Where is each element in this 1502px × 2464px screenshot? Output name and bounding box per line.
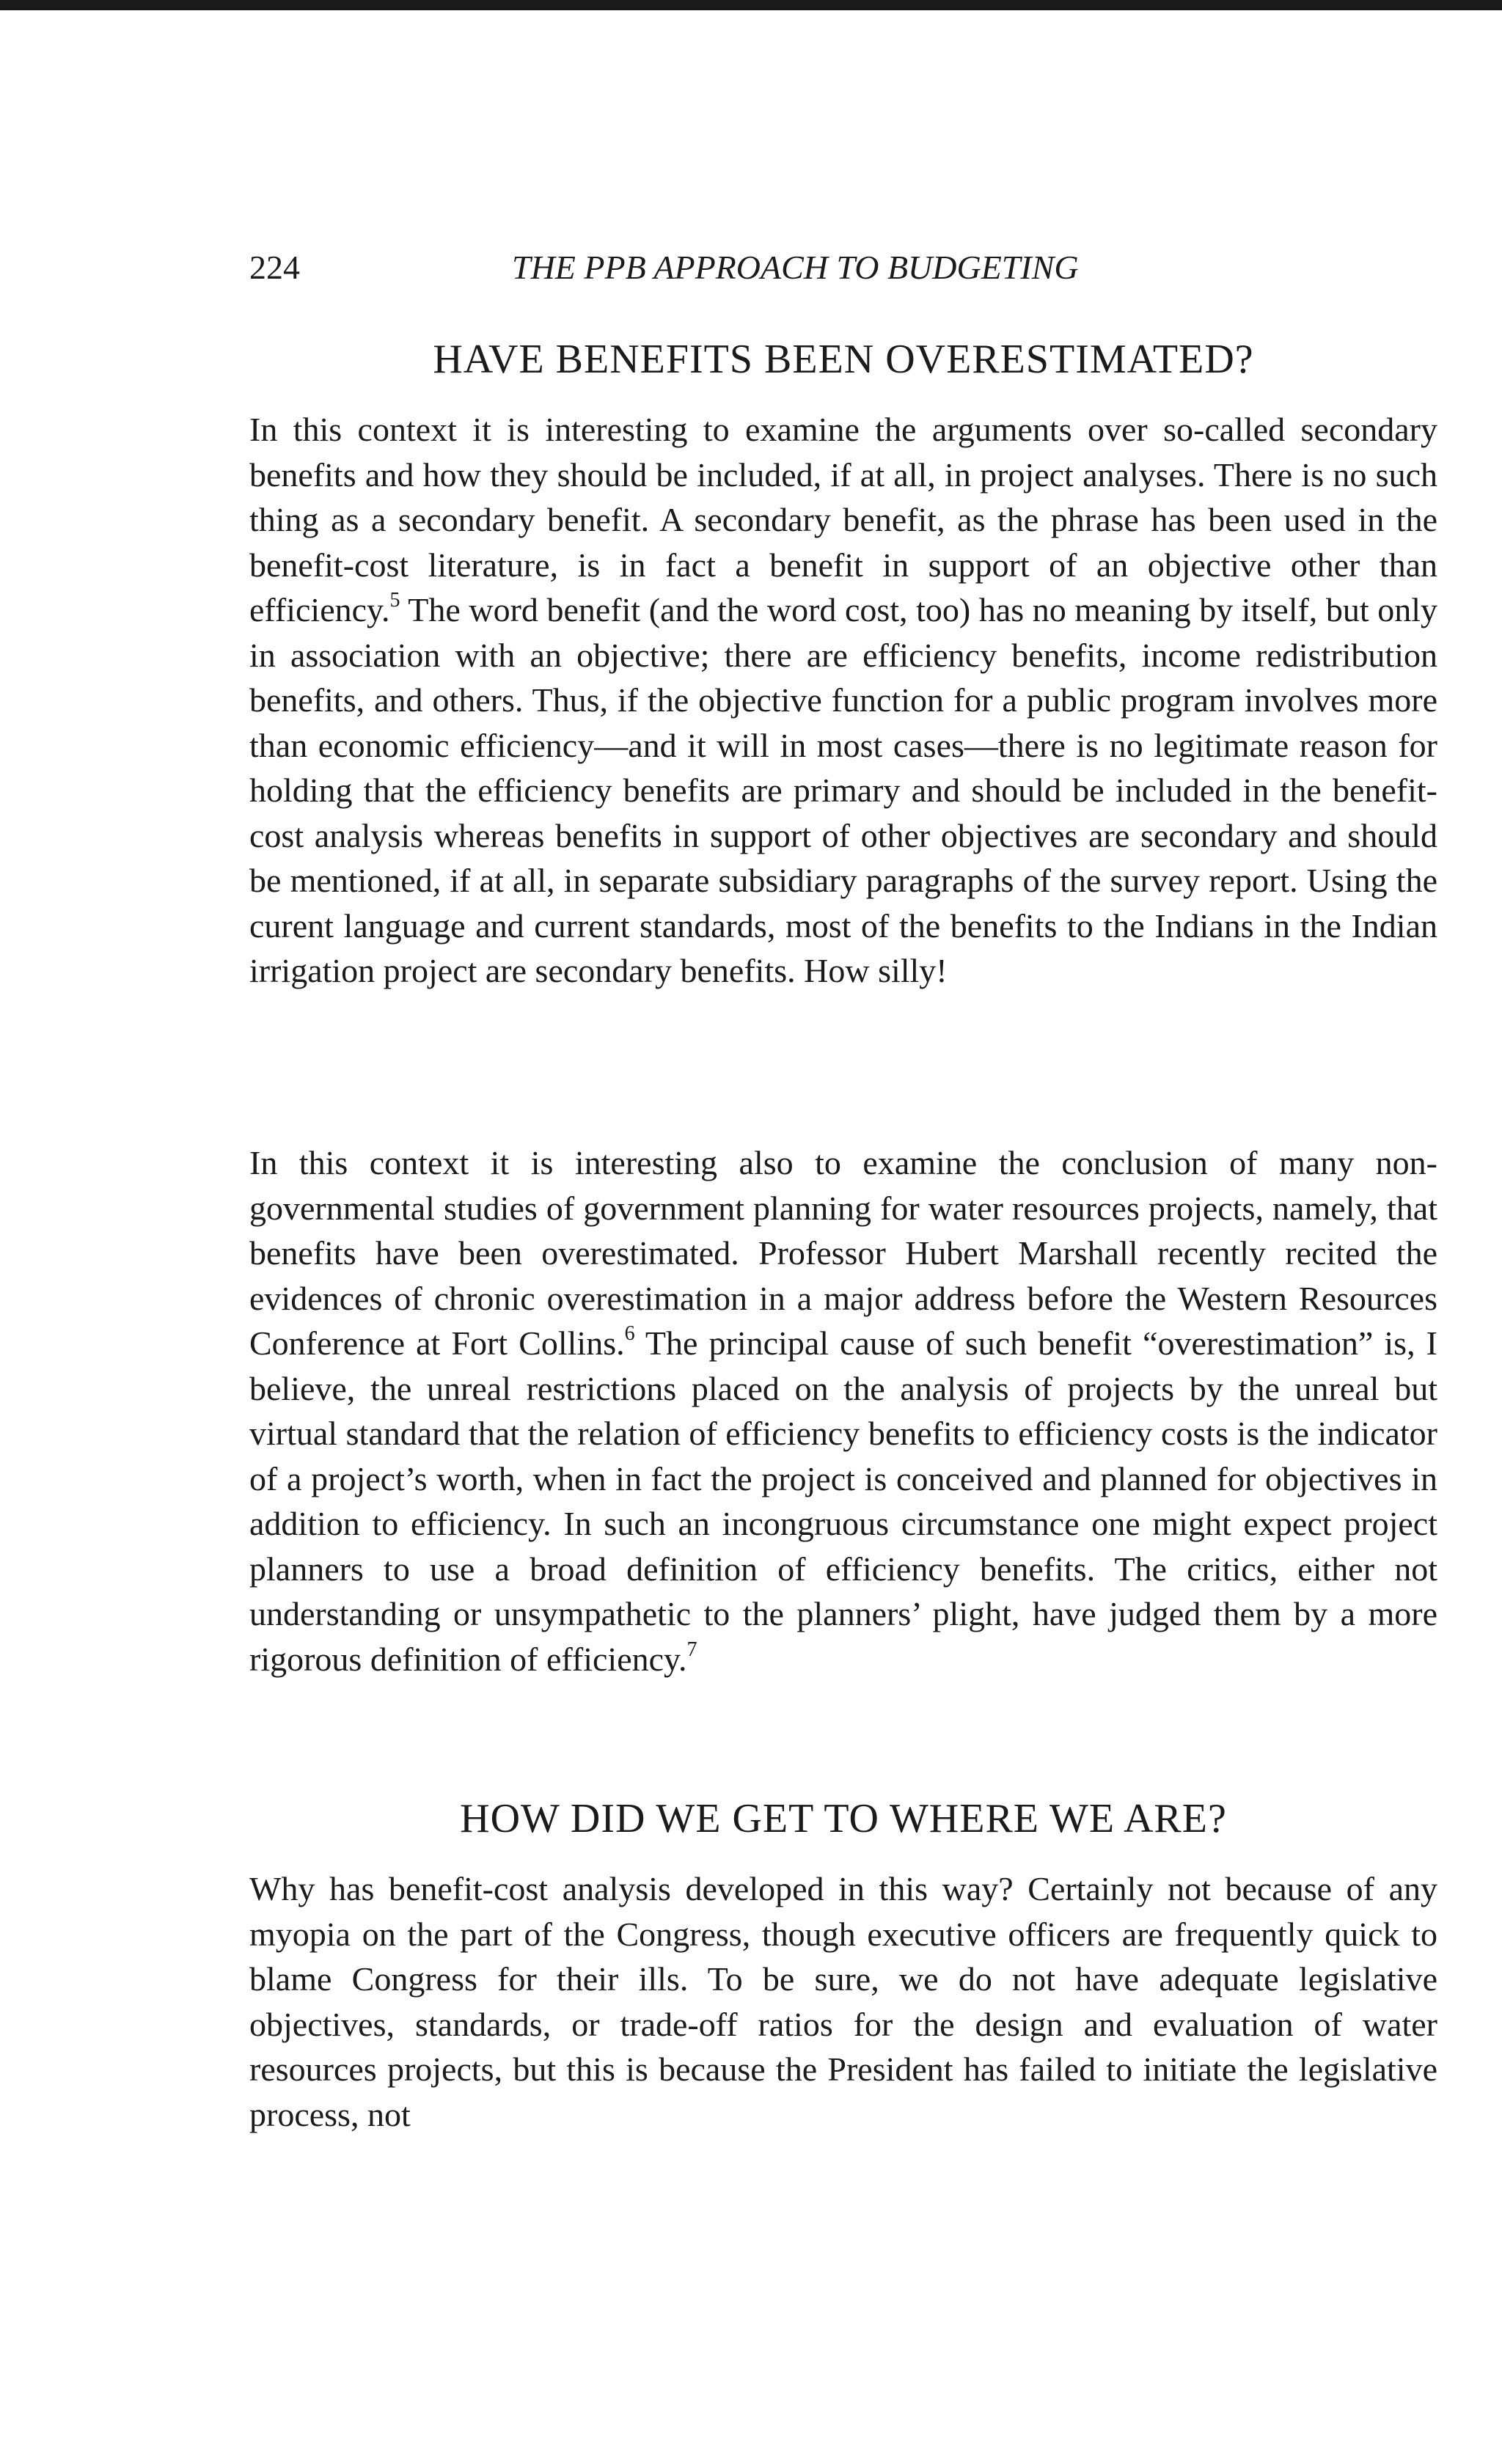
section-heading-where-we-are: HOW DID WE GET TO WHERE WE ARE? bbox=[460, 1796, 1227, 1841]
running-title: THE PPB APPROACH TO BUDGETING bbox=[512, 249, 1079, 286]
footnote-ref-7: 7 bbox=[686, 1638, 697, 1661]
section-heading-overestimated: HAVE BENEFITS BEEN OVERESTIMATED? bbox=[433, 337, 1254, 382]
paragraph-text: The principal cause of such benefit “overestimation” is, I believe, the unreal restrictions placed on the analysis of projects by the unreal but virtual standard that the relation of efficiency benefits to efficiency costs is the indicator of a project’s worth, when in fact the project is conceived and planned for objectives in addition to efficiency. In such an incongruous circumstance one might expect project planners to use a broad definition of efficiency benefits. The critics, either not understanding or unsympathetic to the planners’ plight, have judged them by a more rigorous definition of efficiency. bbox=[249, 1324, 1437, 1678]
footnote-ref-5: 5 bbox=[389, 589, 400, 612]
top-border-rule bbox=[0, 0, 1502, 10]
page-number: 224 bbox=[249, 249, 300, 286]
running-header bbox=[249, 242, 1254, 293]
paragraph-overestimation bbox=[249, 1140, 1437, 1682]
paragraph-text: The word benefit (and the word cost, too) has no meaning by itself, but only in association with an objective; there are efficiency benefits, income redistribution benefits, and others. Thus, if the objective function for a public program involves more than economic efficiency—and it will in most cases—there is no legitimate reason for holding that the efficiency benefits are primary and should be included in the benefit-cost analysis whereas benefits in support of other objectives are secondary and should be mentioned, if at all, in separate subsidiary paragraphs of the survey report. Using the curent language and current standards, most of the benefits to the Indians in the Indian irrigation project are secondary benefits. How silly! bbox=[249, 591, 1437, 989]
paragraph-text: In this context it is interesting to examine the arguments over so-called secondary benefits and how they should be included, if at all, in project analyses. There is no such thing as a secondary benefit. A secondary benefit, as the phrase has been used in the benefit-cost literature, is in fact a benefit in support of an objective other than efficiency. bbox=[249, 411, 1437, 628]
paragraph-text: Why has benefit-cost analysis developed in this way? Certainly not because of any myopia on the part of the Congress, though executive officers are frequently quick to blame Congress for their ills. To be sure, we do not have adequate legislative objectives, standards, or trade-off ratios for the design and evaluation of water resources projects, but this is because the President has failed to initiate the legislative process, not bbox=[249, 1870, 1437, 2133]
paragraph-text: In this context it is interesting also to examine the conclusion of many non-governmental studies of government planning for water resources projects, namely, that benefits have been overestimated. Professor Hubert Marshall recently recited the evidences of chronic overestimation in a major address before the Western Resources Conference at Fort Collins. bbox=[249, 1144, 1437, 1362]
paragraph-secondary-benefits bbox=[249, 407, 1437, 994]
footnote-ref-6: 6 bbox=[624, 1322, 635, 1345]
paragraph-why-developed bbox=[249, 1866, 1437, 2137]
